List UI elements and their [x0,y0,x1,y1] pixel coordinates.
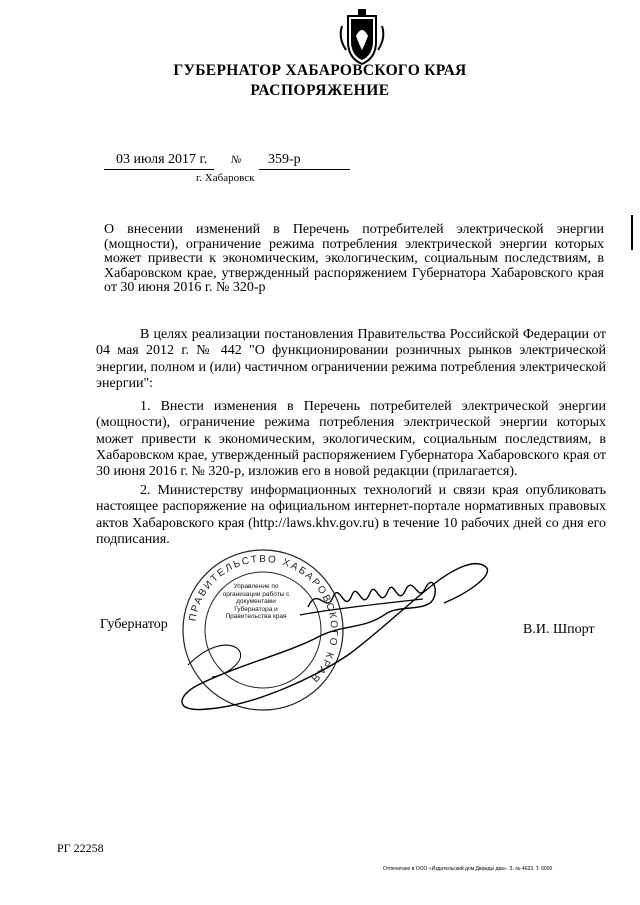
clause-1: 1. Внести изменения в Перечень потребителей электрической энергии (мощности), ограничение режима потребления электрической энергии которых может привести к экономическим, экологическим, социальным последствиям, в Хабаровском крае, утвержденный распоряжением Губернатора Хабаровского края от 30 июня 2016 г. № 320-р, изложив его в новой редакции (прилагается). [96,399,606,480]
number-underline [259,169,350,170]
handwritten-signature [168,545,498,720]
stamp-inner-text: Управление по организации работы с документами Губернатора и Правительства края [222,583,290,621]
issuer-title: ГУБЕРНАТОР ХАБАРОВСКОГО КРАЯ [173,62,467,79]
preamble-paragraph: В целях реализации постановления Правительства Российской Федерации от 04 мая 2012 г. № 442 "О функционировании розничных рынков электрической энергии, полном и (или) частичном ограничении режима потребления электрической энергии": [96,327,606,391]
coat-of-arms-icon [334,6,390,66]
document-date: 03 июля 2017 г. [116,152,208,167]
clause-2: 2. Министерству информационных технологий и связи края опубликовать настоящее распоряжение на официальном интернет-портале нормативных правовых актов Хабаровского края (http://laws.khv.gov.ru) в течение 10 рабочих дней со дня его подписания. [96,483,606,547]
signatory-title: Губернатор [100,617,168,632]
margin-mark [631,215,633,250]
document-subject: О внесении изменений в Перечень потребителей электрической энергии (мощности), ограничение режима потребления электрической энергии которых может привести к экономическим, экологическим, социальным последствиям, в Хабаровском крае, утвержденный распоряжением Губернатора Хабаровского края от 30 июня 2016 г. № 320-р [104,222,604,295]
document-type: РАСПОРЯЖЕНИЕ [250,82,390,99]
printer-imprint: Отпечатано в ООО «Издательский дом Дважды два». З. № 4623. Т. 6000 [383,866,553,872]
registry-code: РГ 22258 [57,841,104,855]
document-number: 359-р [268,152,301,167]
city: г. Хабаровск [196,172,255,184]
date-underline [104,169,214,170]
signatory-name: В.И. Шпорт [523,622,595,637]
stamp-ring-text: ПРАВИТЕЛЬСТВО ХАБАРОВСКОГО КРАЯ [187,553,340,686]
number-label: № [231,154,242,166]
